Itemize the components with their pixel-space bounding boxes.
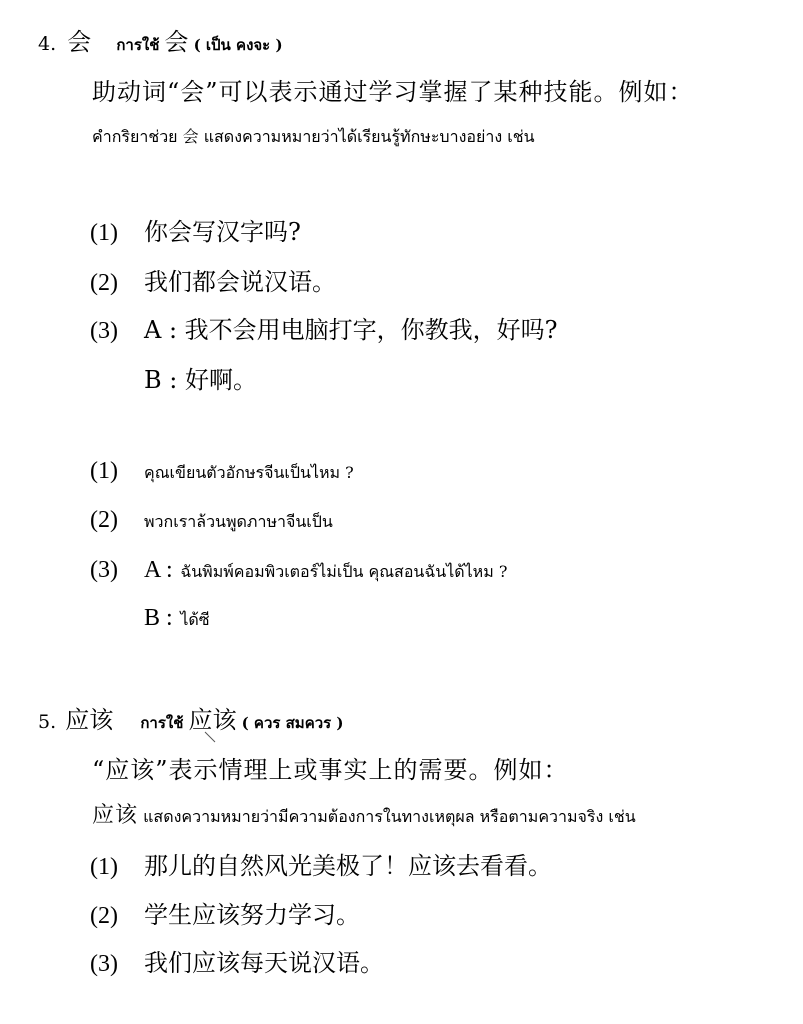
meaning: ( ควร สมควร )	[241, 714, 344, 732]
example-th-2: (2) พวกเราล้วนพูดภาษาจีนเป็น	[90, 507, 333, 533]
usage-label: การใช้	[140, 714, 184, 732]
meaning: ( เป็น คงจะ )	[193, 36, 283, 54]
section-5-heading	[38, 700, 344, 735]
usage-word: 应该	[188, 706, 237, 734]
section-5-explanation-zh: “应该”表示情理上或事实上的需要。例如：	[92, 756, 569, 784]
section-number: 5.	[38, 711, 57, 733]
example-th-3: (3) A : ฉันพิมพ์คอมพิวเตอร์ไม่เป็น คุณสอนฉันได้ไหม ?	[90, 557, 508, 583]
example-zh-3: (3) A : 我不会用电脑打字，你教我，好吗?	[90, 316, 558, 344]
section-word: 会	[67, 28, 92, 56]
usage-word: 会	[164, 28, 189, 56]
section-4-heading	[38, 22, 283, 57]
section-word: 应该	[65, 706, 114, 734]
section-5-explanation-th: 应该 แสดงความหมายว่ามีความต้องการในทางเหตุผล หรือตามความจริง เช่น	[92, 803, 636, 828]
section-4-explanation-th: คำกริยาช่วย 会 แสดงความหมายว่าได้เรียนรู้ทักษะบางอย่าง เช่น	[92, 127, 535, 146]
example-zh-3b: B : 好啊。	[144, 366, 257, 394]
example5-zh-2: (2) 学生应该努力学习。	[90, 901, 360, 929]
example5-zh-1: (1) 那儿的自然风光美极了！应该去看看。	[90, 852, 552, 880]
example-zh-2: (2) 我们都会说汉语。	[90, 268, 336, 296]
stray-pen-mark	[203, 730, 217, 744]
example-th-3b: B : ได้ซี	[144, 605, 210, 631]
example-zh-1: (1) 你会写汉字吗?	[90, 218, 301, 246]
example5-zh-3: (3) 我们应该每天说汉语。	[90, 949, 384, 977]
example-th-1: (1) คุณเขียนตัวอักษรจีนเป็นไหม ?	[90, 458, 354, 484]
section-4-explanation-zh: 助动词“会”可以表示通过学习掌握了某种技能。例如：	[92, 78, 694, 106]
explain-word: 应该	[92, 803, 139, 828]
section-number: 4.	[38, 33, 57, 55]
usage-label: การใช้	[116, 36, 160, 54]
